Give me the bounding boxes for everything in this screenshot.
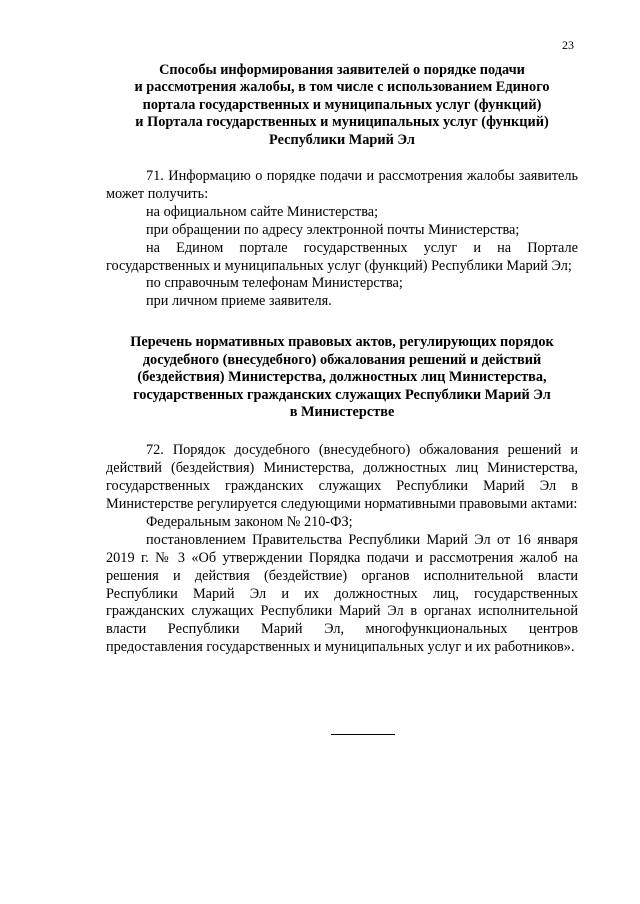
heading-line: государственных гражданских служащих Республики Марий Эл bbox=[133, 386, 551, 403]
list-item-official-website: на официальном сайте Министерства; bbox=[146, 203, 379, 220]
list-item-email: при обращении по адресу электронной почты Министерства; bbox=[146, 221, 520, 238]
document-body bbox=[106, 62, 578, 657]
paragraph-72: 72. Порядок досудебного (внесудебного) обжалования решений и действий (бездействия) Министерства, должностных лиц Министерства, государственных гражданских служащих Республики Марий Эл в Министерстве регулируется следующими нормативными правовыми актами: bbox=[106, 442, 578, 513]
paragraph-71: 71. Информацию о порядке подачи и рассмотрения жалобы заявитель может получить: bbox=[106, 168, 578, 202]
list-item-federal-law: Федеральным законом № 210-ФЗ; bbox=[146, 513, 353, 530]
heading-line: Перечень нормативных правовых актов, регулирующих порядок bbox=[130, 334, 554, 351]
heading-line: и Портала государственных и муниципальных услуг (функций) bbox=[135, 114, 549, 131]
list-item-portals: на Едином портале государственных услуг и на Портале государственных и муниципальных услуг (функций) Республики Марий Эл; bbox=[106, 239, 578, 274]
closing-rule bbox=[331, 734, 395, 735]
heading-line: в Министерстве bbox=[289, 403, 395, 420]
list-item-personal-reception: при личном приеме заявителя. bbox=[146, 293, 332, 310]
section-heading-informing-methods bbox=[106, 62, 578, 149]
heading-line: Республики Марий Эл bbox=[269, 131, 415, 148]
heading-line: Способы информирования заявителей о порядке подачи bbox=[159, 62, 525, 78]
heading-line: портала государственных и муниципальных услуг (функций) bbox=[142, 96, 542, 113]
list-item-phone: по справочным телефонам Министерства; bbox=[146, 275, 403, 292]
page-number: 23 bbox=[562, 38, 574, 52]
section-heading-legal-acts bbox=[106, 334, 578, 421]
heading-line: досудебного (внесудебного) обжалования решений и действий bbox=[142, 351, 542, 368]
heading-line: и рассмотрения жалобы, в том числе с использованием Единого bbox=[134, 79, 550, 96]
heading-line: (бездействия) Министерства, должностных лиц Министерства, bbox=[137, 369, 547, 386]
list-item-government-resolution: постановлением Правительства Республики Марий Эл от 16 января 2019 г. № 3 «Об утверждении Порядка подачи и рассмотрения жалоб на решения и действия (бездействие) органов исполнительной власти Республики Марий Эл и их должностных лиц, государственных гражданских служащих Республики Марий Эл в органах исполнительной власти Республики Марий Эл, многофункциональных центров предоставления государственных и муниципальных услуг и их работников». bbox=[106, 531, 578, 656]
